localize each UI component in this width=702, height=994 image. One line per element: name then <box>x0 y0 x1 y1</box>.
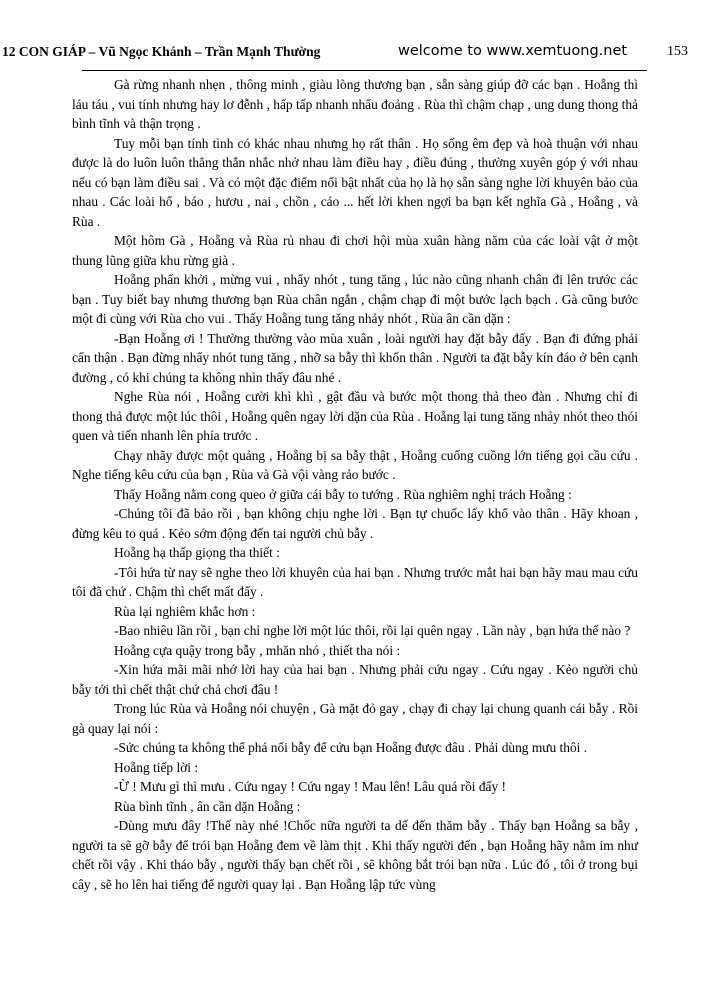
page-header <box>0 44 702 66</box>
paragraph: Nghe Rùa nói , Hoẵng cười khì khì , gật đầu và bước một thong thả theo đàn . Nhưng chỉ đi thong thả được một lúc thôi , Hoẵng quên ngay lời dặn của Rùa . Hoẵng lại tung tăng nhảy nhót theo thói quen và tiến nhanh lên phía trước . <box>72 389 638 443</box>
paragraph: Tuy mỗi bạn tính tình có khác nhau nhưng họ rất thân . Họ sống êm đẹp và hoà thuận với nhau được là do luôn luôn thẳng thắn nhắc nhở nhau làm điều hay , điều đúng , thường xuyên góp ý với nhau nếu có bạn làm điều sai . Và có một đặc điểm nổi bật nhất của họ là họ sẵn sàng nghe lời khuyên bảo của nhau . Các loài hổ , báo , hươu , nai , chồn , cáo ... hết lời khen ngợi ba bạn kết nghĩa Gà , Hoẵng , và Rùa . <box>72 135 638 229</box>
paragraph: Chạy nhãy được một quảng , Hoẵng bị sa bẫy thật , Hoẵng cuống cuồng lớn tiếng gọi cầu cứu . Nghe tiếng kêu cứu của bạn , Rùa và Gà vội vàng rảo bước . <box>72 447 638 482</box>
header-divider <box>82 70 647 71</box>
paragraph: Một hôm Gà , Hoẵng và Rùa rủ nhau đi chơi hội mùa xuân hàng năm của các loài vật ở một thung lũng giữa khu rừng già . <box>72 233 638 268</box>
paragraph: -Dùng mưu đây !Thế này nhé !Chốc nữa người ta dế đến thăm bẫy . Thấy bạn Hoẵng sa bẫy , người ta sẽ gỡ bẫy để trói bạn Hoẵng đem về làm thịt . Khi thấy người đến , bạn Hoẵng hãy nằm im như chết rồi vậy . Khi tháo bẫy , người thấy bạn chết rồi , sẽ không bắt trói bạn nữa . Lúc đó , tôi ở trong bụi cây , sẽ ho lên hai tiếng để người quay lại . Bạn Hoẵng lập tức vùng <box>72 818 638 892</box>
paragraph: Trong lúc Rùa và Hoẵng nói chuyện , Gà mặt đỏ gay , chạy đi chạy lại chung quanh cái bẫy . Rồi gà quay lại nói : <box>72 701 638 736</box>
paragraph: -Tôi hứa từ nay sẽ nghe theo lời khuyên của hai bạn . Nhưng trước mắt hai bạn hãy mau mau cứu tôi đã chứ . Chậm thì chết mất đấy . <box>72 564 638 599</box>
paragraph: -Xin hứa mãi mãi nhớ lời hay của hai bạn . Nhưng phải cứu ngay . Cứu ngay . Kẻo người chủ bẫy tới thì chết thật chứ chả chơi đâu ! <box>72 662 638 697</box>
paragraph: -Sức chúng ta không thể phá nổi bẫy để cứu bạn Hoẵng được đâu . Phải dùng mưu thôi . <box>114 740 588 755</box>
paragraph: Hoẵng phấn khởi , mừng vui , nhẩy nhót , tung tăng , lúc nào cũng nhanh chân đi lên trước các bạn . Tuy biết bay nhưng thương bạn Rùa chân ngắn , chậm chạp đi một bước lạch bạch . Gà cũng bước một đi cùng với Rùa cho vui . Thấy Hoẵng tung tăng nhảy nhót , Rùa ân cần dặn : <box>72 272 638 326</box>
paragraph: -Ừ ! Mưu gì thì mưu . Cứu ngay ! Cứu ngay ! Mau lên! Lâu quá rồi đấy ! <box>114 779 506 794</box>
page-number: 153 <box>667 44 688 59</box>
story-text <box>72 75 638 894</box>
paragraph: -Bao nhiêu lần rồi , bạn chỉ nghe lời một lúc thôi, rồi lại quên ngay . Lần này , bạn hứa thế nào ? <box>114 623 631 638</box>
paragraph: Gà rừng nhanh nhẹn , thông minh , giàu lòng thương bạn , sẵn sàng giúp đỡ các bạn . Hoẵng thì láu táu , vui tính nhưng hay lơ đễnh , hấp tấp nhanh nhẩu đoảng . Rùa thì chậm chạp , ung dung thong thả bình tĩnh và thận trọng . <box>72 77 638 131</box>
paragraph: -Chúng tôi đã bảo rồi , bạn không chịu nghe lời . Bạn tự chuốc lấy khổ vào thân . Hãy khoan , đừng kêu to quá . Kẻo sớm động đến tai người chủ bẫy . <box>72 506 638 541</box>
website-link[interactable]: welcome to www.xemtuong.net <box>398 43 628 59</box>
paragraph: Rùa bình tĩnh , ân cần dặn Hoẵng : <box>114 798 301 814</box>
paragraph: -Bạn Hoẵng ơi ! Thường thường vào mùa xuân , loài người hay đặt bẫy đấy . Bạn đi đứng phải cẩn thận . Bạn đừng nhẩy nhót tung tăng , nhỡ sa bẫy thì khốn thân . Người ta đặt bẫy kín đáo ở bên cạnh đường , có khi chúng ta không nhìn thấy đâu nhé . <box>72 330 638 385</box>
paragraph: Thấy Hoẵng nằm cong queo ở giữa cái bẫy to tướng . Rùa nghiêm nghị trách Hoẵng : <box>114 486 572 502</box>
paragraph: Hoẵng tiếp lời : <box>114 759 199 775</box>
paragraph: Hoẵng hạ thấp giọng tha thiết : <box>114 545 280 560</box>
book-title: 12 CON GIÁP – Vũ Ngọc Khánh – Trần Mạnh Thường <box>2 44 321 59</box>
paragraph: Rùa lại nghiêm khắc hơn : <box>114 603 256 619</box>
paragraph: Hoẵng cựa quậy trong bẫy , mhăn nhó , thiết tha nói : <box>114 642 401 658</box>
